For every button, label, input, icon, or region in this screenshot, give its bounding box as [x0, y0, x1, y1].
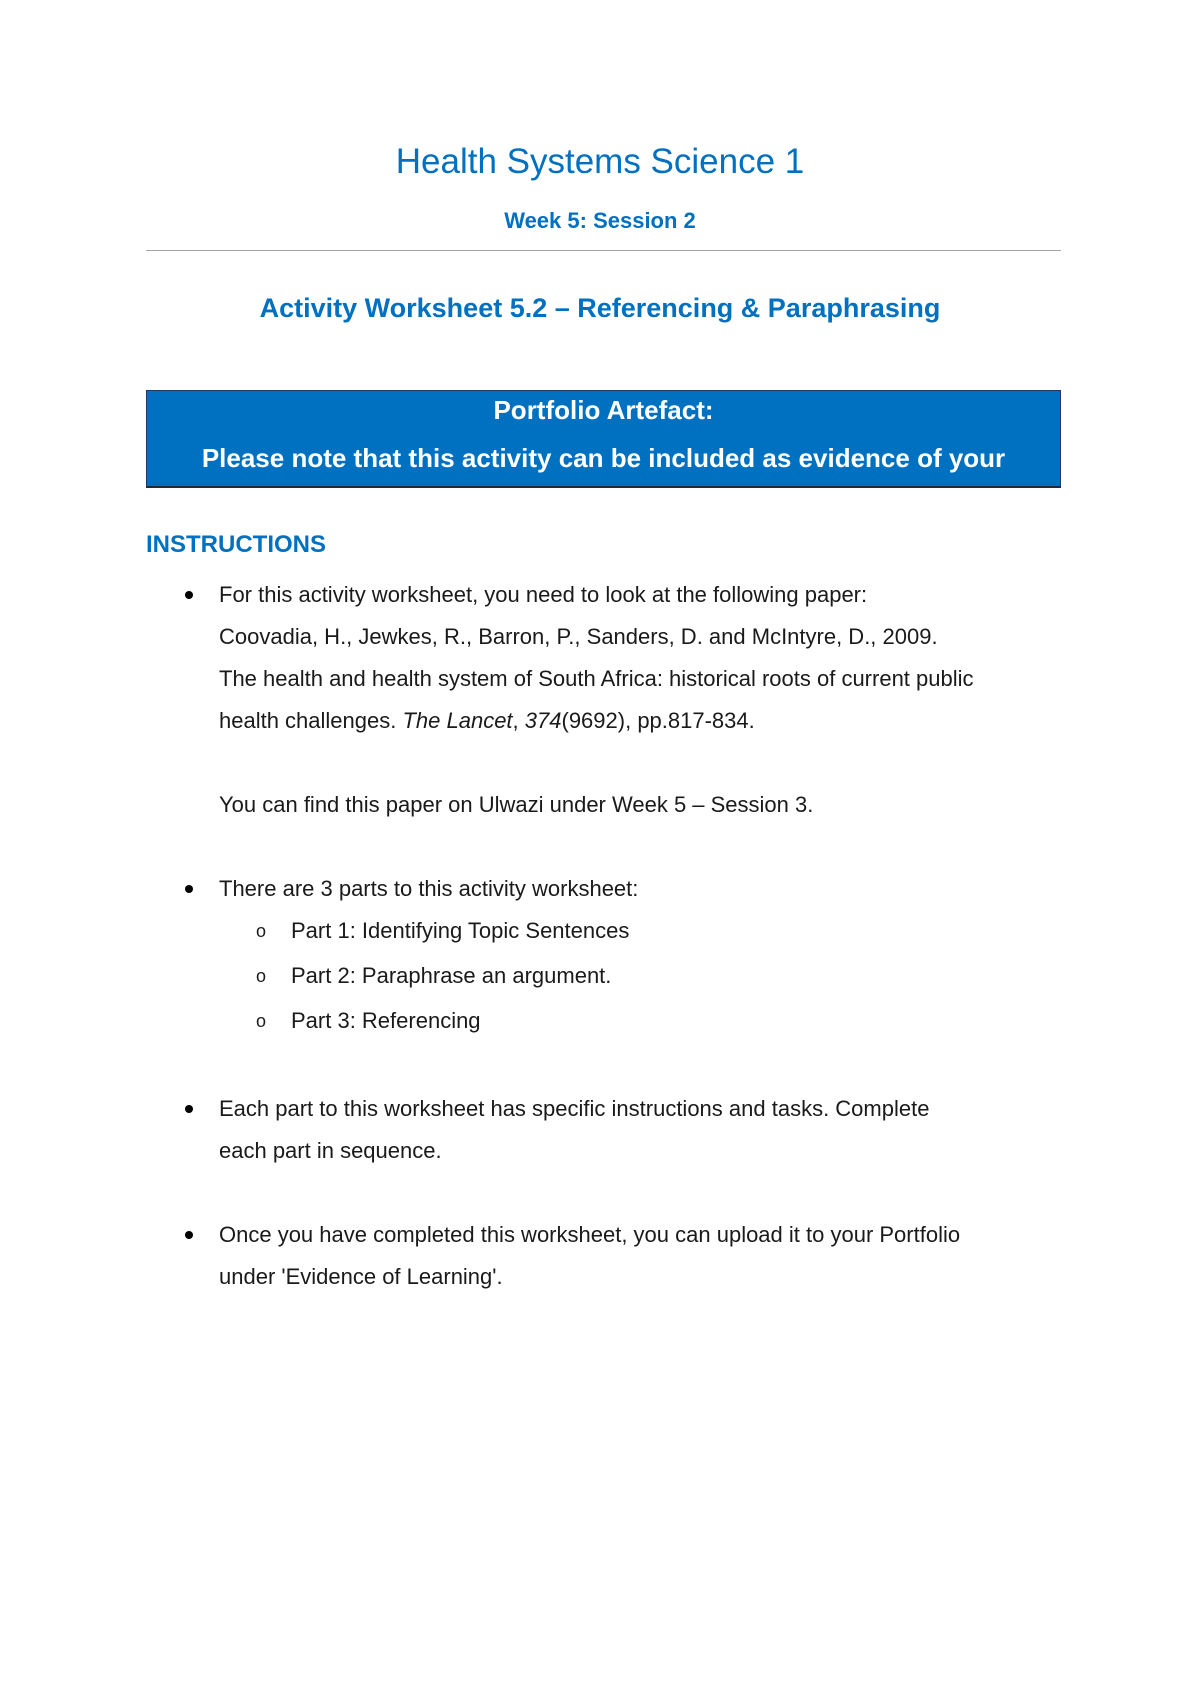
sub-bullet-icon: o [256, 1011, 267, 1031]
bullet-icon [185, 1105, 193, 1113]
sub-bullet-icon: o [256, 921, 267, 941]
part-list-item: Part 3: Referencing [291, 1008, 481, 1033]
instruction-line: under 'Evidence of Learning'. [219, 1264, 503, 1289]
session-subtitle: Week 5: Session 2 [504, 208, 696, 233]
citation-line: The health and health system of South Africa: historical roots of current public [219, 666, 974, 691]
bullet-icon [185, 885, 193, 893]
part-list-item: Part 1: Identifying Topic Sentences [291, 918, 630, 943]
instruction-note: You can find this paper on Ulwazi under Week 5 – Session 3. [219, 792, 814, 817]
artefact-note: Please note that this activity can be included as evidence of your [201, 443, 1006, 473]
journal-name: The Lancet [402, 708, 513, 733]
header-divider [146, 250, 1061, 251]
instruction-line: Each part to this worksheet has specific instructions and tasks. Complete [219, 1096, 930, 1121]
activity-heading: Activity Worksheet 5.2 – Referencing & Paraphrasing [259, 293, 941, 323]
citation-line: Coovadia, H., Jewkes, R., Barron, P., Sanders, D. and McIntyre, D., 2009. [219, 624, 938, 649]
bullet-icon [185, 1231, 193, 1239]
artefact-title: Portfolio Artefact: [493, 395, 714, 425]
sub-bullet-icon: o [256, 966, 267, 986]
citation-comma: , [512, 708, 525, 733]
document-title: Health Systems Science 1 [395, 142, 805, 181]
portfolio-artefact-box [146, 390, 1061, 488]
instructions-heading: INSTRUCTIONS [146, 531, 326, 558]
instruction-line: For this activity worksheet, you need to look at the following paper: [219, 582, 868, 607]
journal-volume: 374 [524, 708, 562, 733]
instruction-line: Once you have completed this worksheet, you can upload it to your Portfolio [219, 1222, 961, 1247]
instruction-line: each part in sequence. [219, 1138, 442, 1163]
citation-text: health challenges. [219, 708, 403, 733]
part-list-item: Part 2: Paraphrase an argument. [291, 963, 612, 988]
bullet-icon [185, 591, 193, 599]
citation-line [219, 705, 755, 737]
citation-pages: (9692), pp.817-834. [561, 708, 755, 733]
instruction-line: There are 3 parts to this activity worksheet: [219, 876, 639, 901]
